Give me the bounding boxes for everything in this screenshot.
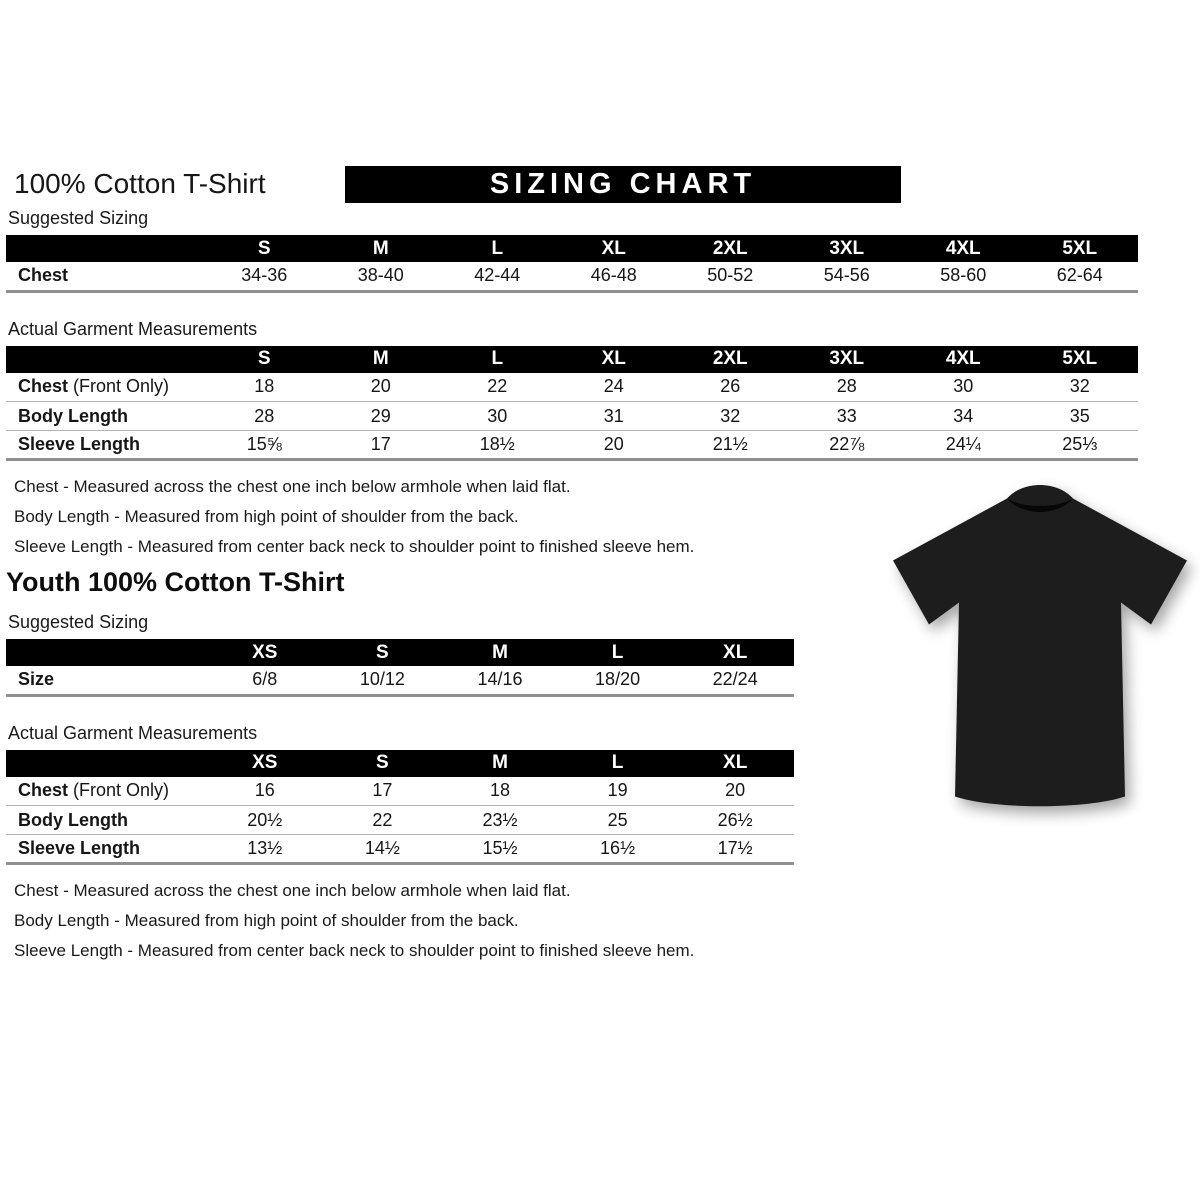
youth-actual-measurements-label: Actual Garment Measurements (8, 722, 258, 743)
page-title: 100% Cotton T-Shirt (14, 168, 266, 199)
measurement-cell: 18½ (439, 431, 556, 460)
table-row (6, 262, 1138, 291)
youth-suggested-sizing-table (6, 639, 794, 697)
measurement-cell: 54-56 (789, 262, 906, 291)
table-row (6, 806, 794, 835)
measurement-cell: 14½ (324, 835, 442, 864)
table-row (6, 777, 794, 806)
adult-suggested-sizing-label: Suggested Sizing (8, 208, 149, 228)
measurement-cell: 42-44 (439, 262, 556, 291)
row-label: Sleeve Length (6, 835, 206, 864)
measurement-cell: 18/20 (559, 666, 677, 695)
measurement-cell: 28 (789, 373, 906, 402)
measurement-cell: 22/24 (676, 666, 794, 695)
table-row (6, 402, 1138, 431)
size-column-header-xl: XL (676, 750, 794, 777)
measurement-cell: 30 (905, 373, 1022, 402)
measurement-cell: 6/8 (206, 666, 324, 695)
measurement-cell: 16½ (559, 835, 677, 864)
size-column-header-xs: XS (206, 639, 324, 666)
measurement-cell: 62-64 (1022, 262, 1139, 291)
measurement-note-line: Body Length - Measured from high point of shoulder from the back. (14, 911, 519, 930)
measurement-cell: 28 (206, 402, 323, 431)
measurement-cell: 29 (323, 402, 440, 431)
measurement-note-line: Chest - Measured across the chest one inch below armhole when laid flat. (14, 881, 571, 900)
size-column-header-2xl: 2XL (672, 346, 789, 373)
measurement-cell: 14/16 (441, 666, 559, 695)
table-row (6, 373, 1138, 402)
measurement-cell: 25 (559, 806, 677, 835)
youth-title: Youth 100% Cotton T-Shirt (6, 567, 345, 597)
measurement-cell: 20 (556, 431, 673, 460)
size-column-header-4xl: 4XL (905, 235, 1022, 262)
measurement-cell: 34 (905, 402, 1022, 431)
measurement-cell: 46-48 (556, 262, 673, 291)
measurement-cell: 33 (789, 402, 906, 431)
size-column-header-xl: XL (556, 346, 673, 373)
size-column-header-m: M (323, 346, 440, 373)
size-column-header-xs: XS (206, 750, 324, 777)
adult-suggested-sizing-table (6, 235, 1138, 293)
size-column-header-l: L (559, 639, 677, 666)
row-label: Chest (Front Only) (6, 777, 206, 806)
measurement-cell: 20½ (206, 806, 324, 835)
size-column-header-5xl: 5XL (1022, 235, 1139, 262)
table-row (6, 835, 794, 864)
table-corner-cell (6, 346, 206, 373)
measurement-cell: 17 (324, 777, 442, 806)
size-column-header-xl: XL (556, 235, 673, 262)
table-header-row (6, 235, 1138, 262)
measurement-cell: 20 (676, 777, 794, 806)
adult-actual-measurements-label: Actual Garment Measurements (8, 318, 258, 339)
size-column-header-s: S (206, 346, 323, 373)
measurement-cell: 17½ (676, 835, 794, 864)
measurement-cell: 13½ (206, 835, 324, 864)
measurement-note-line: Sleeve Length - Measured from center back neck to shoulder point to finished sleeve hem. (14, 941, 695, 960)
measurement-cell: 35 (1022, 402, 1139, 431)
table-corner-cell (6, 235, 206, 262)
measurement-cell: 20 (323, 373, 440, 402)
measurement-cell: 31 (556, 402, 673, 431)
table-corner-cell (6, 750, 206, 777)
banner-text: SIZING CHART (489, 167, 757, 200)
youth-measurement-notes (14, 881, 1200, 961)
row-label: Body Length (6, 806, 206, 835)
measurement-cell: 38-40 (323, 262, 440, 291)
measurement-cell: 15⅝ (206, 431, 323, 460)
table-header-row (6, 346, 1138, 373)
measurement-cell: 16 (206, 777, 324, 806)
measurement-note-line: Sleeve Length - Measured from center back neck to shoulder point to finished sleeve hem. (14, 537, 695, 556)
sizing-chart-banner (345, 166, 901, 203)
measurement-cell: 26 (672, 373, 789, 402)
measurement-cell: 26½ (676, 806, 794, 835)
size-column-header-4xl: 4XL (905, 346, 1022, 373)
measurement-cell: 10/12 (324, 666, 442, 695)
size-column-header-m: M (441, 750, 559, 777)
size-column-header-l: L (559, 750, 677, 777)
size-column-header-m: M (323, 235, 440, 262)
adult-actual-measurements-table (6, 346, 1138, 462)
measurement-cell: 32 (1022, 373, 1139, 402)
row-label: Chest (Front Only) (6, 373, 206, 402)
measurement-cell: 21½ (672, 431, 789, 460)
measurement-cell: 15½ (441, 835, 559, 864)
size-column-header-5xl: 5XL (1022, 346, 1139, 373)
size-column-header-l: L (439, 346, 556, 373)
measurement-cell: 22⅞ (789, 431, 906, 460)
size-column-header-l: L (439, 235, 556, 262)
size-column-header-2xl: 2XL (672, 235, 789, 262)
measurement-note-line: Body Length - Measured from high point of shoulder from the back. (14, 507, 519, 526)
table-row (6, 666, 794, 695)
size-column-header-3xl: 3XL (789, 346, 906, 373)
row-label: Size (6, 666, 206, 695)
size-column-header-3xl: 3XL (789, 235, 906, 262)
measurement-cell: 23½ (441, 806, 559, 835)
size-column-header-m: M (441, 639, 559, 666)
table-header-row (6, 639, 794, 666)
measurement-cell: 32 (672, 402, 789, 431)
measurement-cell: 58-60 (905, 262, 1022, 291)
size-column-header-s: S (206, 235, 323, 262)
youth-actual-measurements-table (6, 750, 794, 866)
size-column-header-s: S (324, 639, 442, 666)
youth-suggested-sizing-label: Suggested Sizing (8, 612, 149, 632)
row-label: Sleeve Length (6, 431, 206, 460)
measurement-cell: 24¼ (905, 431, 1022, 460)
table-header-row (6, 750, 794, 777)
measurement-cell: 25⅓ (1022, 431, 1139, 460)
page-header (6, 164, 1200, 204)
row-label: Chest (6, 262, 206, 291)
measurement-cell: 18 (206, 373, 323, 402)
measurement-cell: 18 (441, 777, 559, 806)
measurement-cell: 17 (323, 431, 440, 460)
measurement-cell: 34-36 (206, 262, 323, 291)
row-label: Body Length (6, 402, 206, 431)
measurement-cell: 30 (439, 402, 556, 431)
table-corner-cell (6, 639, 206, 666)
measurement-cell: 22 (439, 373, 556, 402)
measurement-cell: 22 (324, 806, 442, 835)
measurement-note-line: Chest - Measured across the chest one inch below armhole when laid flat. (14, 477, 571, 496)
measurement-cell: 19 (559, 777, 677, 806)
black-tshirt-image (890, 472, 1190, 817)
size-column-header-s: S (324, 750, 442, 777)
tshirt-graphic (890, 472, 1190, 817)
measurement-cell: 50-52 (672, 262, 789, 291)
size-column-header-xl: XL (676, 639, 794, 666)
measurement-cell: 24 (556, 373, 673, 402)
table-row (6, 431, 1138, 460)
